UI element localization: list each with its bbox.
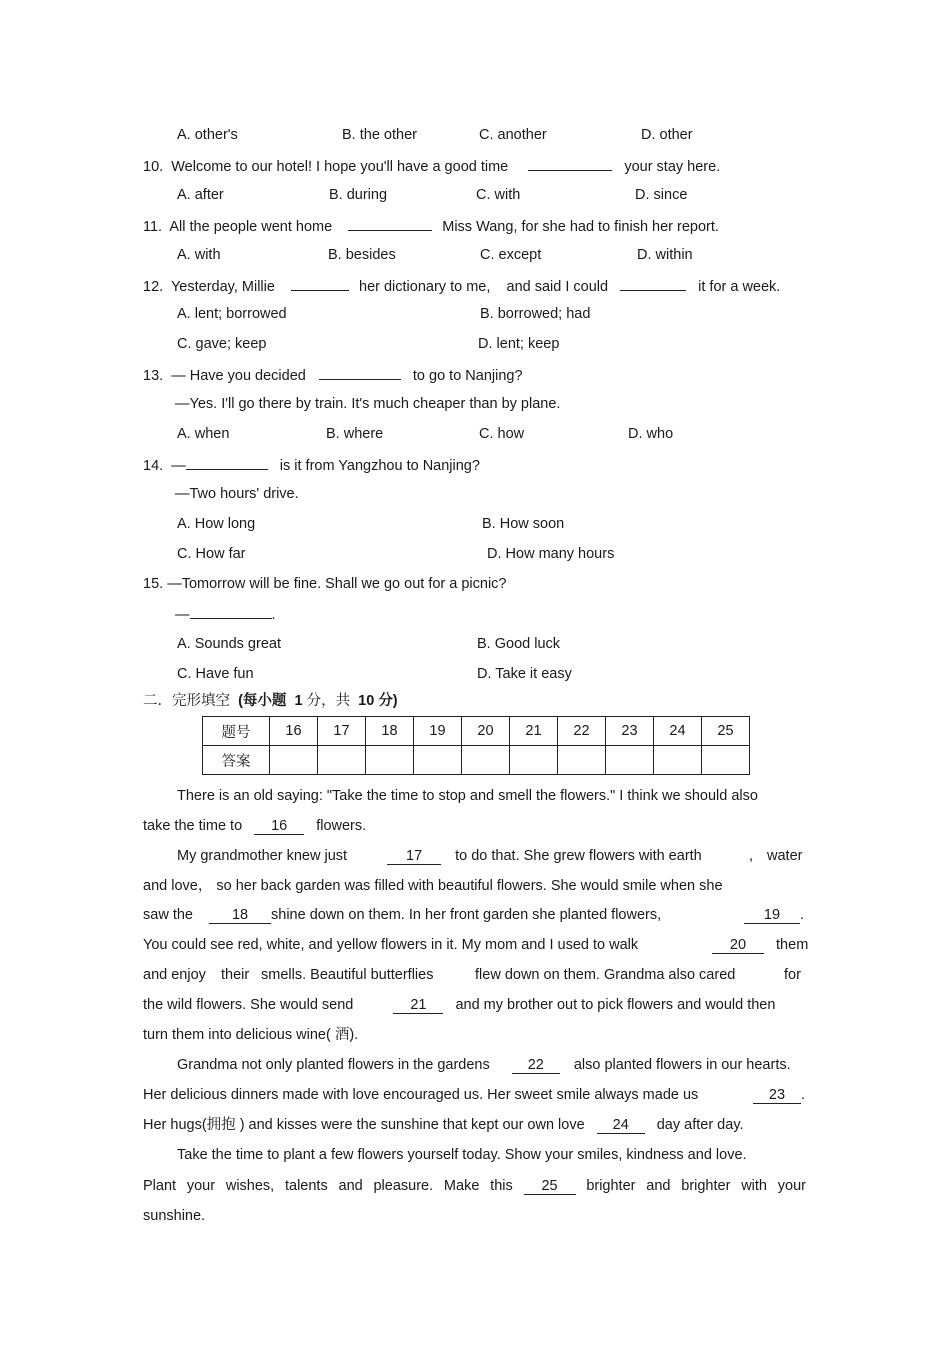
passage-text: and my brother out to pick flowers and would then (455, 997, 776, 1013)
table-number-18: 18 (366, 717, 414, 746)
q15-line: —Tomorrow will be fine. Shall we go out for a picnic? (167, 576, 507, 592)
q10-option-b: B. during (329, 187, 388, 203)
q9-option-c: C. another (479, 127, 547, 143)
q11-text-pre: All the people went home (169, 219, 333, 235)
answer-cell-24[interactable] (654, 746, 702, 775)
passage-line-11: Her delicious dinners made with love encouraged us. Her sweet smile always made us (143, 1087, 699, 1103)
q15-end: . (271, 607, 276, 623)
cloze-blank-20: 20 (712, 937, 764, 954)
q12-text-pre: Yesterday, Millie (170, 279, 275, 295)
q15-reply (175, 604, 276, 624)
q12-option-b: B. borrowed; had (480, 306, 591, 322)
passage-word: with (741, 1178, 767, 1194)
passage-text: . (800, 907, 805, 923)
passage-word: your (186, 1178, 216, 1194)
passage-line-6-end (712, 936, 808, 954)
answer-cell-19[interactable] (414, 746, 462, 775)
q10-option-c: C. with (476, 187, 521, 203)
section-heading-points: 1 (294, 693, 303, 709)
q10-text-pre: Welcome to our hotel! I hope you'll have a good time (171, 159, 509, 175)
passage-line-5 (143, 906, 661, 924)
q11-option-a: A. with (177, 247, 221, 263)
q14-number: 14. (143, 458, 164, 474)
q13-text-post: to go to Nanjing? (412, 368, 523, 384)
q15-blank (190, 604, 272, 619)
q14-blank (186, 455, 268, 470)
q14-text-post: is it from Yangzhou to Nanjing? (279, 458, 480, 474)
answer-cell-17[interactable] (318, 746, 366, 775)
q13-number: 13. (143, 368, 164, 384)
passage-line-6: You could see red, white, and yellow flowers in it. My mom and I used to walk (143, 937, 639, 953)
q10-option-a: A. after (177, 187, 224, 203)
q9-option-a: A. other's (177, 127, 238, 143)
passage-text: also planted flowers in our hearts. (573, 1057, 791, 1073)
q12-blank-1 (291, 276, 349, 291)
table-header-label: 题号 (203, 717, 270, 746)
q12-blank-2 (620, 276, 686, 291)
passage-line-4: and love， so her back garden was filled with beautiful flowers. She would smile when she (143, 878, 723, 894)
q14-option-b: B. How soon (482, 516, 565, 532)
q11-option-d: D. within (637, 247, 693, 263)
passage-text: day after day. (656, 1117, 744, 1133)
passage-text: My grandmother knew just (177, 848, 348, 864)
cloze-blank-21: 21 (393, 997, 443, 1014)
q14-option-a: A. How long (177, 516, 256, 532)
passage-word: brighter (681, 1178, 731, 1194)
table-number-21: 21 (510, 717, 558, 746)
table-number-24: 24 (654, 717, 702, 746)
section-heading-title: 二．完形填空 (143, 693, 230, 709)
passage-line-1: There is an old saying: "Take the time to stop and smell the flowers." I think we should also (177, 788, 758, 804)
table-number-23: 23 (606, 717, 654, 746)
passage-word: Plant (143, 1178, 177, 1194)
q11-blank (348, 216, 432, 231)
passage-word: Make (443, 1178, 480, 1194)
answer-cell-21[interactable] (510, 746, 558, 775)
q15-option-a: A. Sounds great (177, 636, 281, 652)
q15-option-b: B. Good luck (477, 636, 561, 652)
answer-cell-25[interactable] (702, 746, 750, 775)
q13-option-d: D. who (628, 426, 674, 442)
passage-word: their (221, 967, 250, 983)
q12-option-c: C. gave; keep (177, 336, 267, 352)
passage-text: to do that. She grew flowers with earth (455, 848, 702, 864)
q12-option-d: D. lent; keep (478, 336, 560, 352)
q12-number: 12. (143, 279, 164, 295)
q15-option-d: D. Take it easy (477, 666, 572, 682)
passage-word: flew down on them. Grandma also cared (475, 967, 736, 983)
q12-text-mid: her dictionary to me, (359, 279, 491, 295)
q9-option-b: B. the other (342, 127, 417, 143)
q12-text-post: it for a week. (698, 279, 781, 295)
passage-text: them (776, 937, 809, 953)
passage-text: Grandma not only planted flowers in the gardens (177, 1057, 490, 1073)
q12-text-mid2: and said I could (506, 279, 609, 295)
q12-stem (143, 276, 780, 296)
passage-text: shine down on them. In her front garden she planted flowers, (271, 907, 662, 923)
passage-word: brighter (586, 1178, 636, 1194)
passage-text: . (801, 1087, 806, 1103)
table-number-17: 17 (318, 717, 366, 746)
q15-option-c: C. Have fun (177, 666, 254, 682)
cloze-blank-23: 23 (753, 1087, 801, 1104)
passage-text: take the time to (143, 818, 243, 834)
passage-text: the wild flowers. She would send (143, 997, 354, 1013)
section-heading-mid: 分，共 (306, 693, 351, 709)
passage-line-10 (177, 1056, 791, 1074)
passage-line-14 (143, 1177, 806, 1195)
answer-cell-16[interactable] (270, 746, 318, 775)
passage-line-8 (143, 996, 775, 1014)
q15-number: 15. (143, 576, 164, 592)
cloze-blank-16: 16 (254, 818, 304, 835)
answer-cell-18[interactable] (366, 746, 414, 775)
passage-word: wishes, (225, 1178, 275, 1194)
passage-word: for (784, 967, 801, 983)
q9-option-d: D. other (641, 127, 693, 143)
q14-reply: —Two hours' drive. (175, 486, 299, 502)
passage-line-2 (143, 817, 366, 835)
q11-stem (143, 216, 719, 236)
q14-stem (143, 455, 480, 475)
passage-word: pleasure. (373, 1178, 434, 1194)
table-number-16: 16 (270, 717, 318, 746)
cloze-blank-22: 22 (512, 1057, 560, 1074)
q14-option-c: C. How far (177, 546, 246, 562)
passage-line-3 (177, 847, 702, 865)
answer-table (202, 716, 750, 775)
answer-table-header-row (203, 717, 750, 746)
table-answer-label: 答案 (203, 746, 270, 775)
q10-stem (143, 156, 720, 176)
answer-cell-20[interactable] (462, 746, 510, 775)
cloze-blank-19: 19 (744, 907, 800, 924)
q14-dash: — (171, 458, 186, 474)
passage-word: smells. Beautiful butterflies (261, 967, 434, 983)
passage-word: and (646, 1178, 671, 1194)
cloze-blank-25: 25 (524, 1178, 576, 1195)
passage-word: this (490, 1178, 513, 1194)
cloze-blank-24: 24 (597, 1117, 645, 1134)
q10-text-post: your stay here. (624, 159, 721, 175)
passage-text: Her hugs(拥抱 ) and kisses were the sunshine that kept our own love (143, 1117, 585, 1133)
q13-option-a: A. when (177, 426, 230, 442)
passage-text: saw the (143, 907, 193, 923)
section-heading-end: 分) (378, 693, 398, 709)
q13-text-pre: Have you decided (189, 368, 306, 384)
q14-option-d: D. How many hours (487, 546, 615, 562)
passage-line-13: Take the time to plant a few flowers yourself today. Show your smiles, kindness and love. (177, 1147, 747, 1163)
q15-stem (143, 575, 507, 593)
passage-text: flowers. (316, 818, 367, 834)
passage-line-15: sunshine. (143, 1208, 206, 1224)
table-number-22: 22 (558, 717, 606, 746)
q13-option-b: B. where (326, 426, 384, 442)
passage-line-11-end (753, 1086, 805, 1104)
passage-comma: , (749, 848, 754, 864)
table-number-25: 25 (702, 717, 750, 746)
passage-word: talents (284, 1178, 328, 1194)
table-number-20: 20 (462, 717, 510, 746)
q13-reply: —Yes. I'll go there by train. It's much cheaper than by plane. (175, 396, 561, 412)
answer-table-answer-row (203, 746, 750, 775)
q10-option-d: D. since (635, 187, 688, 203)
table-number-19: 19 (414, 717, 462, 746)
section-heading (143, 692, 398, 710)
q11-option-b: B. besides (328, 247, 396, 263)
q11-text-post: Miss Wang, for she had to finish her report. (442, 219, 719, 235)
passage-line-12 (143, 1116, 744, 1134)
passage-word-water: water (767, 848, 803, 864)
q13-dash: — (171, 368, 186, 384)
q15-dash: — (175, 607, 190, 623)
q12-option-a: A. lent; borrowed (177, 306, 287, 322)
section-heading-paren: (每小题 (238, 693, 287, 709)
q11-option-c: C. except (480, 247, 542, 263)
q11-number: 11. (143, 219, 163, 235)
q10-number: 10. (143, 159, 164, 175)
passage-word: and enjoy (143, 967, 206, 983)
q10-blank (528, 156, 612, 171)
passage-line-5-end (744, 906, 804, 924)
q13-option-c: C. how (479, 426, 525, 442)
cloze-blank-18: 18 (209, 907, 271, 924)
passage-line-9: turn them into delicious wine( 酒). (143, 1027, 359, 1043)
cloze-blank-17: 17 (387, 848, 441, 865)
answer-cell-23[interactable] (606, 746, 654, 775)
passage-word: and (338, 1178, 363, 1194)
passage-word: your (777, 1178, 806, 1194)
answer-cell-22[interactable] (558, 746, 606, 775)
q13-blank (319, 365, 401, 380)
q13-stem (143, 365, 523, 385)
section-heading-total: 10 (358, 693, 375, 709)
